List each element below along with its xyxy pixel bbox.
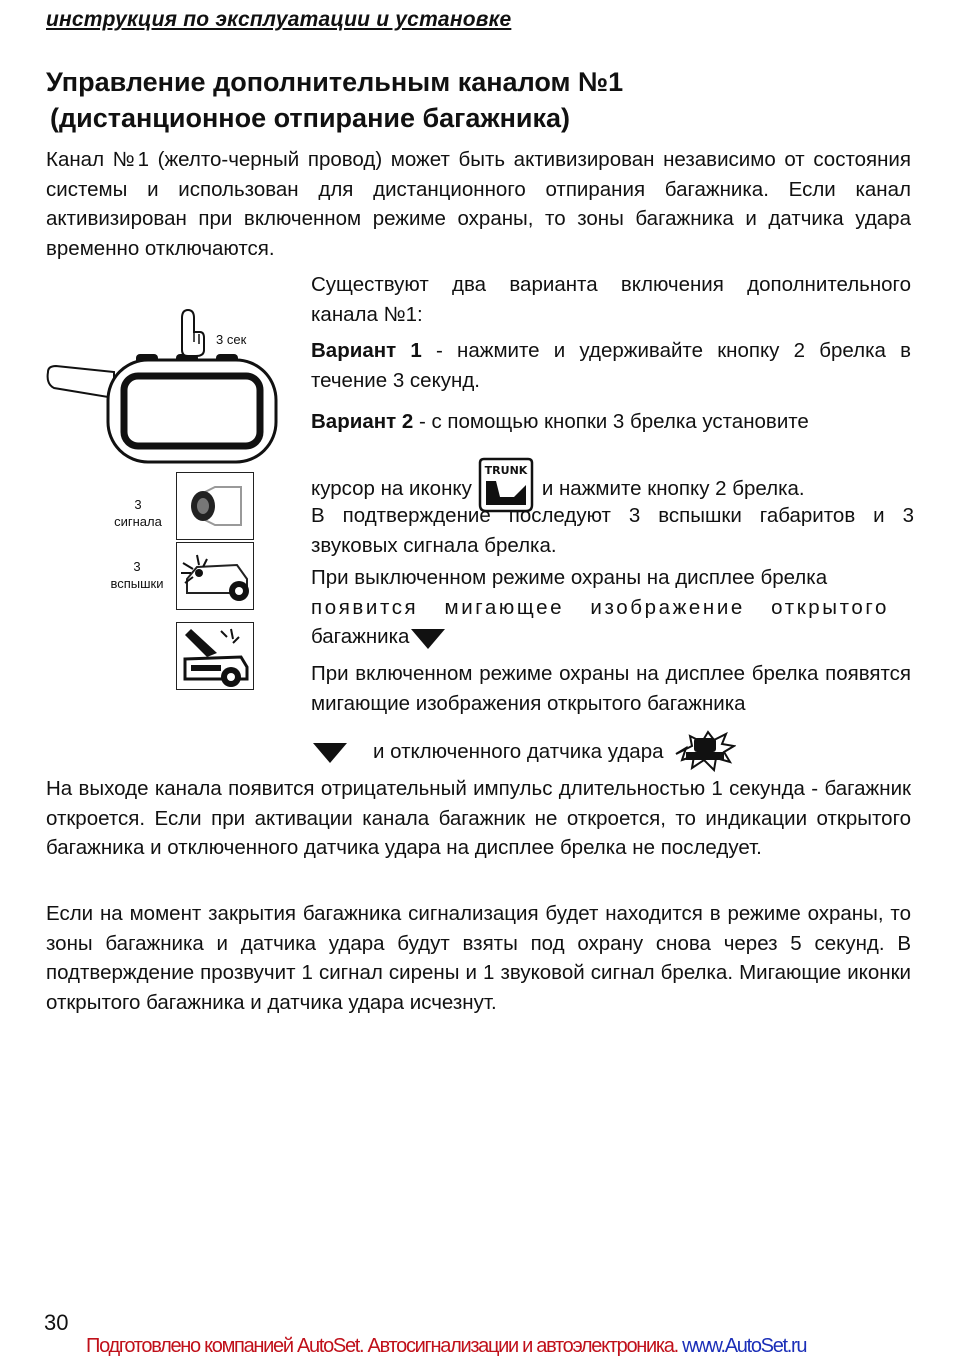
confirmation-paragraph: В подтверждение последуют 3 вспышки габаритов и 3 звуковых сигнала брелка. xyxy=(311,504,914,557)
section-title xyxy=(46,64,906,136)
trunk-open-arrow-icon-2 xyxy=(311,739,349,765)
keyfob-illustration xyxy=(44,302,284,468)
page-header: инструкция по эксплуатации и установке xyxy=(46,8,512,31)
footer-link[interactable]: www.AutoSet.ru xyxy=(682,1335,807,1357)
intro-paragraph: Канал №1 (желто-черный провод) может быть активизирован независимо от состояния системы и использован для дистанционного отпирания багажника. Если канал активизирован при включенном режиме охраны, то зоны багажника и датчика удара временно отключаются. xyxy=(46,148,911,260)
trunk-open-arrow-icon xyxy=(409,625,447,651)
signals-text: сигнала xyxy=(114,514,162,529)
flashes-count: 3 xyxy=(133,559,141,574)
disarmed-line-1: При выключенном режиме охраны на дисплее брелка xyxy=(311,566,828,589)
variant-1-label: Вариант 1 xyxy=(311,339,422,362)
flashes-text: вспышки xyxy=(110,576,164,591)
disarmed-line-3: багажника xyxy=(311,625,410,648)
page-number: 30 xyxy=(44,1310,69,1335)
variant-2-label: Вариант 2 xyxy=(311,410,414,433)
car-lights-icon xyxy=(177,543,253,609)
horn-icon xyxy=(177,473,253,539)
title-line-1: Управление дополнительным каналом №1 xyxy=(46,67,624,97)
armed-line-2: и отключенного датчика удара xyxy=(373,740,664,764)
variant-1-paragraph xyxy=(311,336,911,395)
horn-icon-box xyxy=(176,472,254,540)
finger-press-icon xyxy=(182,310,204,356)
closing-paragraph: Если на момент закрытия багажника сигнализация будет находится в режиме охраны, то зоны багажника и датчика удара будут взяты под охрану снова через 5 секунд. В подтверждение прозвучит 1 сигнал сирены и 1 звуковой сигнал брелка. Мигающие иконки открытого багажника и датчика удара исчезнут. xyxy=(46,902,911,1014)
variant-1-text: - нажмите и удерживайте кнопку 2 брелка в течение 3 секунд. xyxy=(311,339,911,392)
disarmed-paragraph xyxy=(311,563,911,652)
disarmed-line-2: появится мигающее изображение открытого xyxy=(311,595,890,619)
footer xyxy=(86,1335,806,1358)
variant-2-paragraph xyxy=(311,407,918,437)
open-trunk-icon-box xyxy=(176,622,254,690)
signals-label xyxy=(108,496,168,530)
trunk-icon-text: TRUNK xyxy=(484,464,528,477)
variant-2-before-icon: курсор на иконку xyxy=(311,476,472,500)
flashing-lights-icon-box xyxy=(176,542,254,610)
variants-intro: Существуют два варианта включения дополнительного канала №1: xyxy=(311,273,911,326)
title-line-2: (дистанционное отпирание багажника) xyxy=(50,103,571,133)
output-paragraph: На выходе канала появится отрицательный импульс длительностью 1 секунда - багажник откроется. Если при активации канала багажник не откроется, то индикации открытого багажника и отключенного датчика удара на дисплее брелка не последует. xyxy=(46,777,911,859)
open-trunk-car-icon xyxy=(177,623,253,689)
variant-2-after-icon: и нажмите кнопку 2 брелка. xyxy=(541,476,805,500)
armed-paragraph: При включенном режиме охраны на дисплее брелка появятся мигающие изображения открытого багажника xyxy=(311,662,911,715)
shock-sensor-icon xyxy=(672,730,736,774)
signals-count: 3 xyxy=(134,497,142,512)
variant-2-text: - с помощью кнопки 3 брелка установите xyxy=(413,410,809,433)
flashes-label xyxy=(104,558,170,592)
armed-icons-line xyxy=(311,730,736,774)
hold-duration-label: 3 сек xyxy=(216,332,247,347)
footer-text: Подготовлено компанией AutoSet. Автосигнализации и автоэлектроника. xyxy=(86,1335,678,1357)
